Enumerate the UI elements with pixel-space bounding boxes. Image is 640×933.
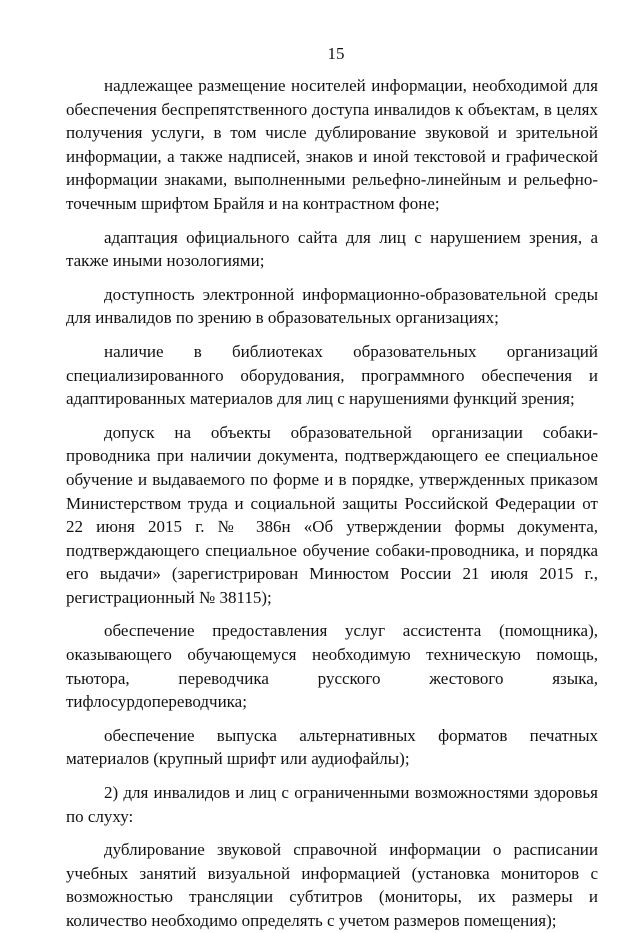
page-number: 15 [327,44,345,63]
paragraph-alternative-formats: обеспечение выпуска альтернативных форматов печатных материалов (крупный шрифт или аудиофайлы); [66,725,598,769]
paragraph-website-adaptation: адаптация официального сайта для лиц с нарушением зрения, а также иными нозологиями; [66,227,598,271]
paragraph-library-equipment: наличие в библиотеках образовательных организаций специализированного оборудования, программного обеспечения и адаптированных материалов для лиц с нарушениями функций зрения; [66,341,598,409]
paragraph-hearing-heading: 2) для инвалидов и лиц с ограниченными возможностями здоровья по слуху: [66,783,598,826]
paragraph-electronic-environment: доступность электронной информационно-образовательной среды для инвалидов по зрению в образовательных организациях; [66,284,598,328]
paragraph-guide-dog-access: допуск на объекты образовательной организации собаки-проводника при наличии документа, подтверждающего ее специальное обучение и выдаваемого по форме и в порядке, утвержденных приказом Министерством труда и социальной защиты Российской Федерации от 22 июня 2015 г. № 386н «Об утверждении формы документа, подтверждающего специальное обучение собаки-проводника, и порядка его выдачи» (зарегистрирован Минюстом России 21 июля 2015 г., регистрационный № 38115); [66,422,598,607]
paragraph-assistant-services: обеспечение предоставления услуг ассистента (помощника), оказывающего обучающемуся необходимую техническую помощь, тьютора, переводчика русского жестового языка, тифлосурдопереводчика; [66,621,598,712]
paragraph-info-carriers: надлежащее размещение носителей информации, необходимой для обеспечения беспрепятственного доступа инвалидов к объектам, в целях получения услуги, в том числе дублирование звуковой и зрительной информации, а также надписей, знаков и иной текстовой и графической информации знаками, выполненными рельефно-линейным и рельефно-точечным шрифтом Брайля и на контрастном фоне; [66,76,598,213]
paragraph-audio-duplication: дублирование звуковой справочной информации о расписании учебных занятий визуальной информацией (установка мониторов с возможностью трансляции субтитров (мониторы, их размеры и количество необходимо определять с учетом размеров помещения); [66,840,598,930]
